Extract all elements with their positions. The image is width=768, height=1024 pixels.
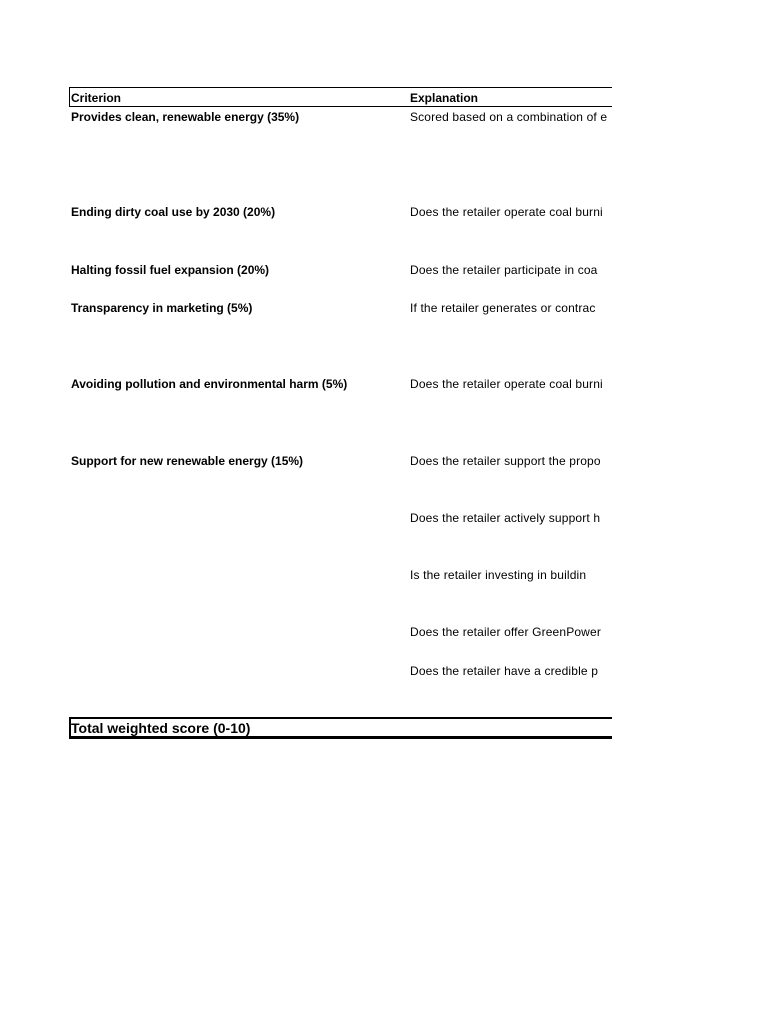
row-criterion: Provides clean, renewable energy (35%) [71, 110, 300, 124]
row-explanation: If the retailer generates or contrac [410, 301, 596, 315]
row-explanation: Scored based on a combination of e [410, 110, 608, 124]
row-criterion: Avoiding pollution and environmental harm (5%) [71, 377, 348, 391]
row-criterion: Halting fossil fuel expansion (20%) [71, 263, 270, 277]
row-criterion: Support for new renewable energy (15%) [71, 454, 304, 468]
header-explanation: Explanation [410, 91, 479, 105]
row-explanation: Does the retailer operate coal burni [410, 205, 603, 219]
header-top-border [69, 87, 612, 88]
row-explanation: Does the retailer offer GreenPower [410, 625, 601, 639]
score-table [69, 87, 612, 739]
row-explanation: Does the retailer operate coal burni [410, 377, 603, 391]
header-criterion: Criterion [71, 91, 122, 105]
row-explanation: Does the retailer actively support h [410, 511, 601, 525]
row-explanation: Does the retailer have a credible p [410, 664, 599, 678]
row-explanation: Does the retailer participate in coa [410, 263, 598, 277]
row-explanation: Is the retailer investing in buildin [410, 568, 587, 582]
header-bottom-border [69, 106, 612, 107]
row-criterion: Ending dirty coal use by 2030 (20%) [71, 205, 276, 219]
row-explanation: Does the retailer support the propo [410, 454, 601, 468]
row-criterion: Transparency in marketing (5%) [71, 301, 253, 315]
total-score-label: Total weighted score (0-10) [71, 720, 251, 736]
header-left-border [69, 87, 70, 107]
